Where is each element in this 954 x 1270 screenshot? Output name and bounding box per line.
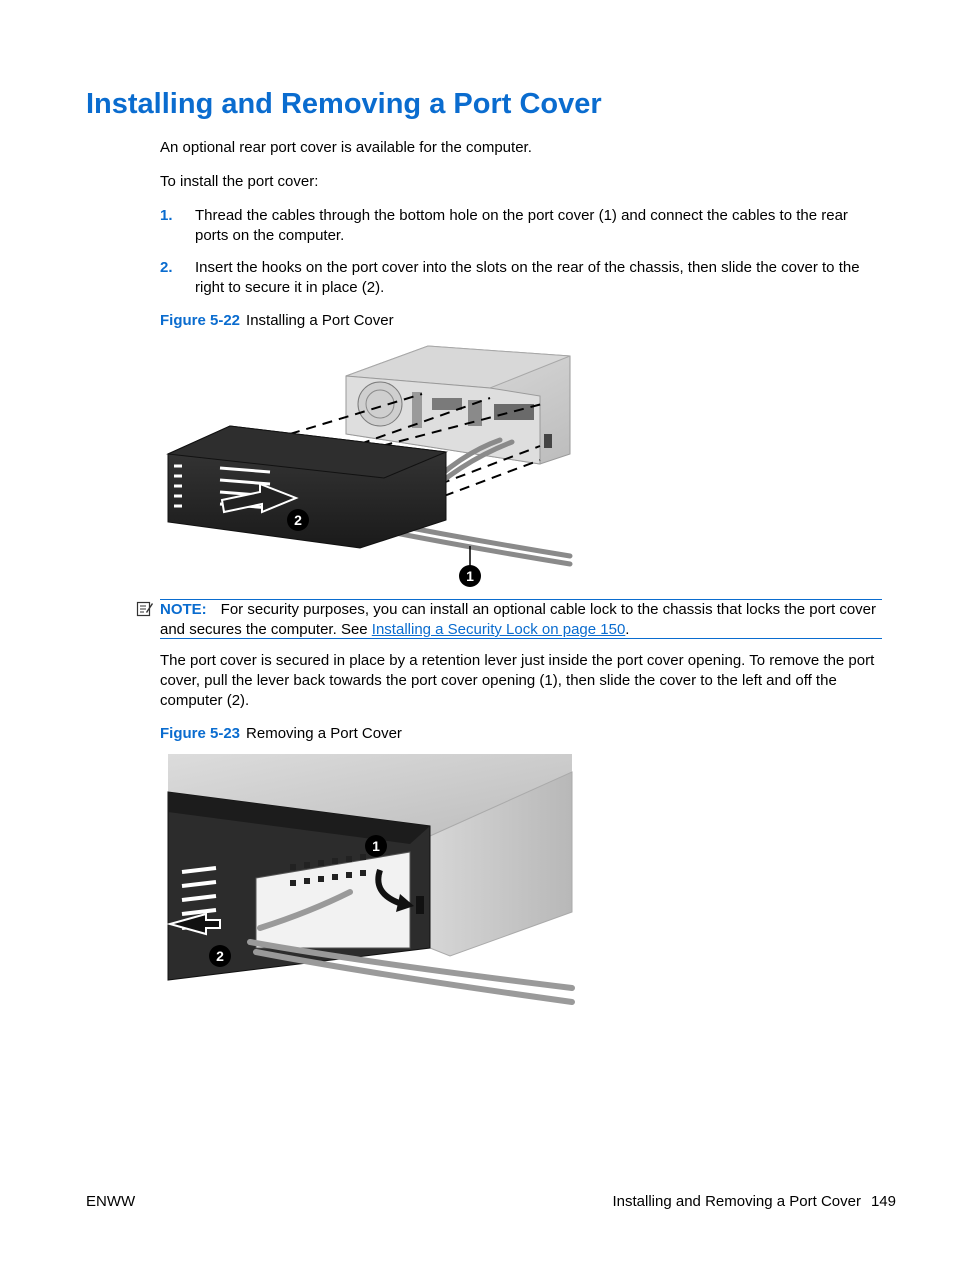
- step-text: Insert the hooks on the port cover into the slots on the rear of the chassis, then slide the cover to the right to secure it in place (2).: [195, 259, 860, 296]
- intro-paragraph: An optional rear port cover is available for the computer.: [160, 139, 532, 156]
- step-number: 1.: [160, 207, 173, 224]
- note-end: .: [625, 621, 630, 638]
- figure-number: Figure 5-22: [160, 312, 241, 329]
- figure-caption-remove: [160, 724, 402, 744]
- footer-left: ENWW: [86, 1193, 136, 1210]
- footer-right: [613, 1193, 897, 1210]
- footer-section: Installing and Removing a Port Cover: [612, 1193, 861, 1210]
- port-cover: [168, 426, 446, 548]
- note-icon: [136, 600, 154, 618]
- security-lock-link[interactable]: Installing a Security Lock on page 150: [371, 621, 626, 638]
- figure-number: Figure 5-23: [160, 725, 241, 742]
- note-text: [160, 600, 882, 640]
- callout-2: [209, 945, 231, 967]
- install-port-cover-illustration: [160, 342, 580, 590]
- removal-paragraph: The port cover is secured in place by a retention lever just inside the port cover opening. To remove the port cover, pull the lever back towards the port cover opening (1), then slide the cover to the left and off the computer (2).: [160, 652, 875, 709]
- svg-text:1: 1: [466, 568, 474, 584]
- note-box: [160, 599, 882, 639]
- figure-caption-install: [160, 311, 394, 331]
- page-title: Installing and Removing a Port Cover: [86, 88, 602, 120]
- install-lead-paragraph: To install the port cover:: [160, 173, 319, 190]
- callout-2: [287, 509, 309, 531]
- svg-text:2: 2: [216, 948, 224, 964]
- note-body: For security purposes, you can install an optional cable lock to the chassis that locks the port cover and secures the computer. See: [160, 601, 877, 638]
- svg-text:1: 1: [372, 838, 380, 854]
- figure-title: Removing a Port Cover: [246, 725, 402, 742]
- note-label: NOTE:: [160, 601, 207, 618]
- figure-title: Installing a Port Cover: [246, 312, 394, 329]
- svg-text:2: 2: [294, 512, 302, 528]
- remove-port-cover-illustration: [160, 752, 580, 1022]
- page-number: 149: [870, 1193, 896, 1210]
- step-number: 2.: [160, 259, 173, 276]
- step-text: Thread the cables through the bottom hole on the port cover (1) and connect the cables to the rear ports on the computer.: [195, 207, 848, 244]
- callout-1: [459, 565, 481, 587]
- callout-1: [365, 835, 387, 857]
